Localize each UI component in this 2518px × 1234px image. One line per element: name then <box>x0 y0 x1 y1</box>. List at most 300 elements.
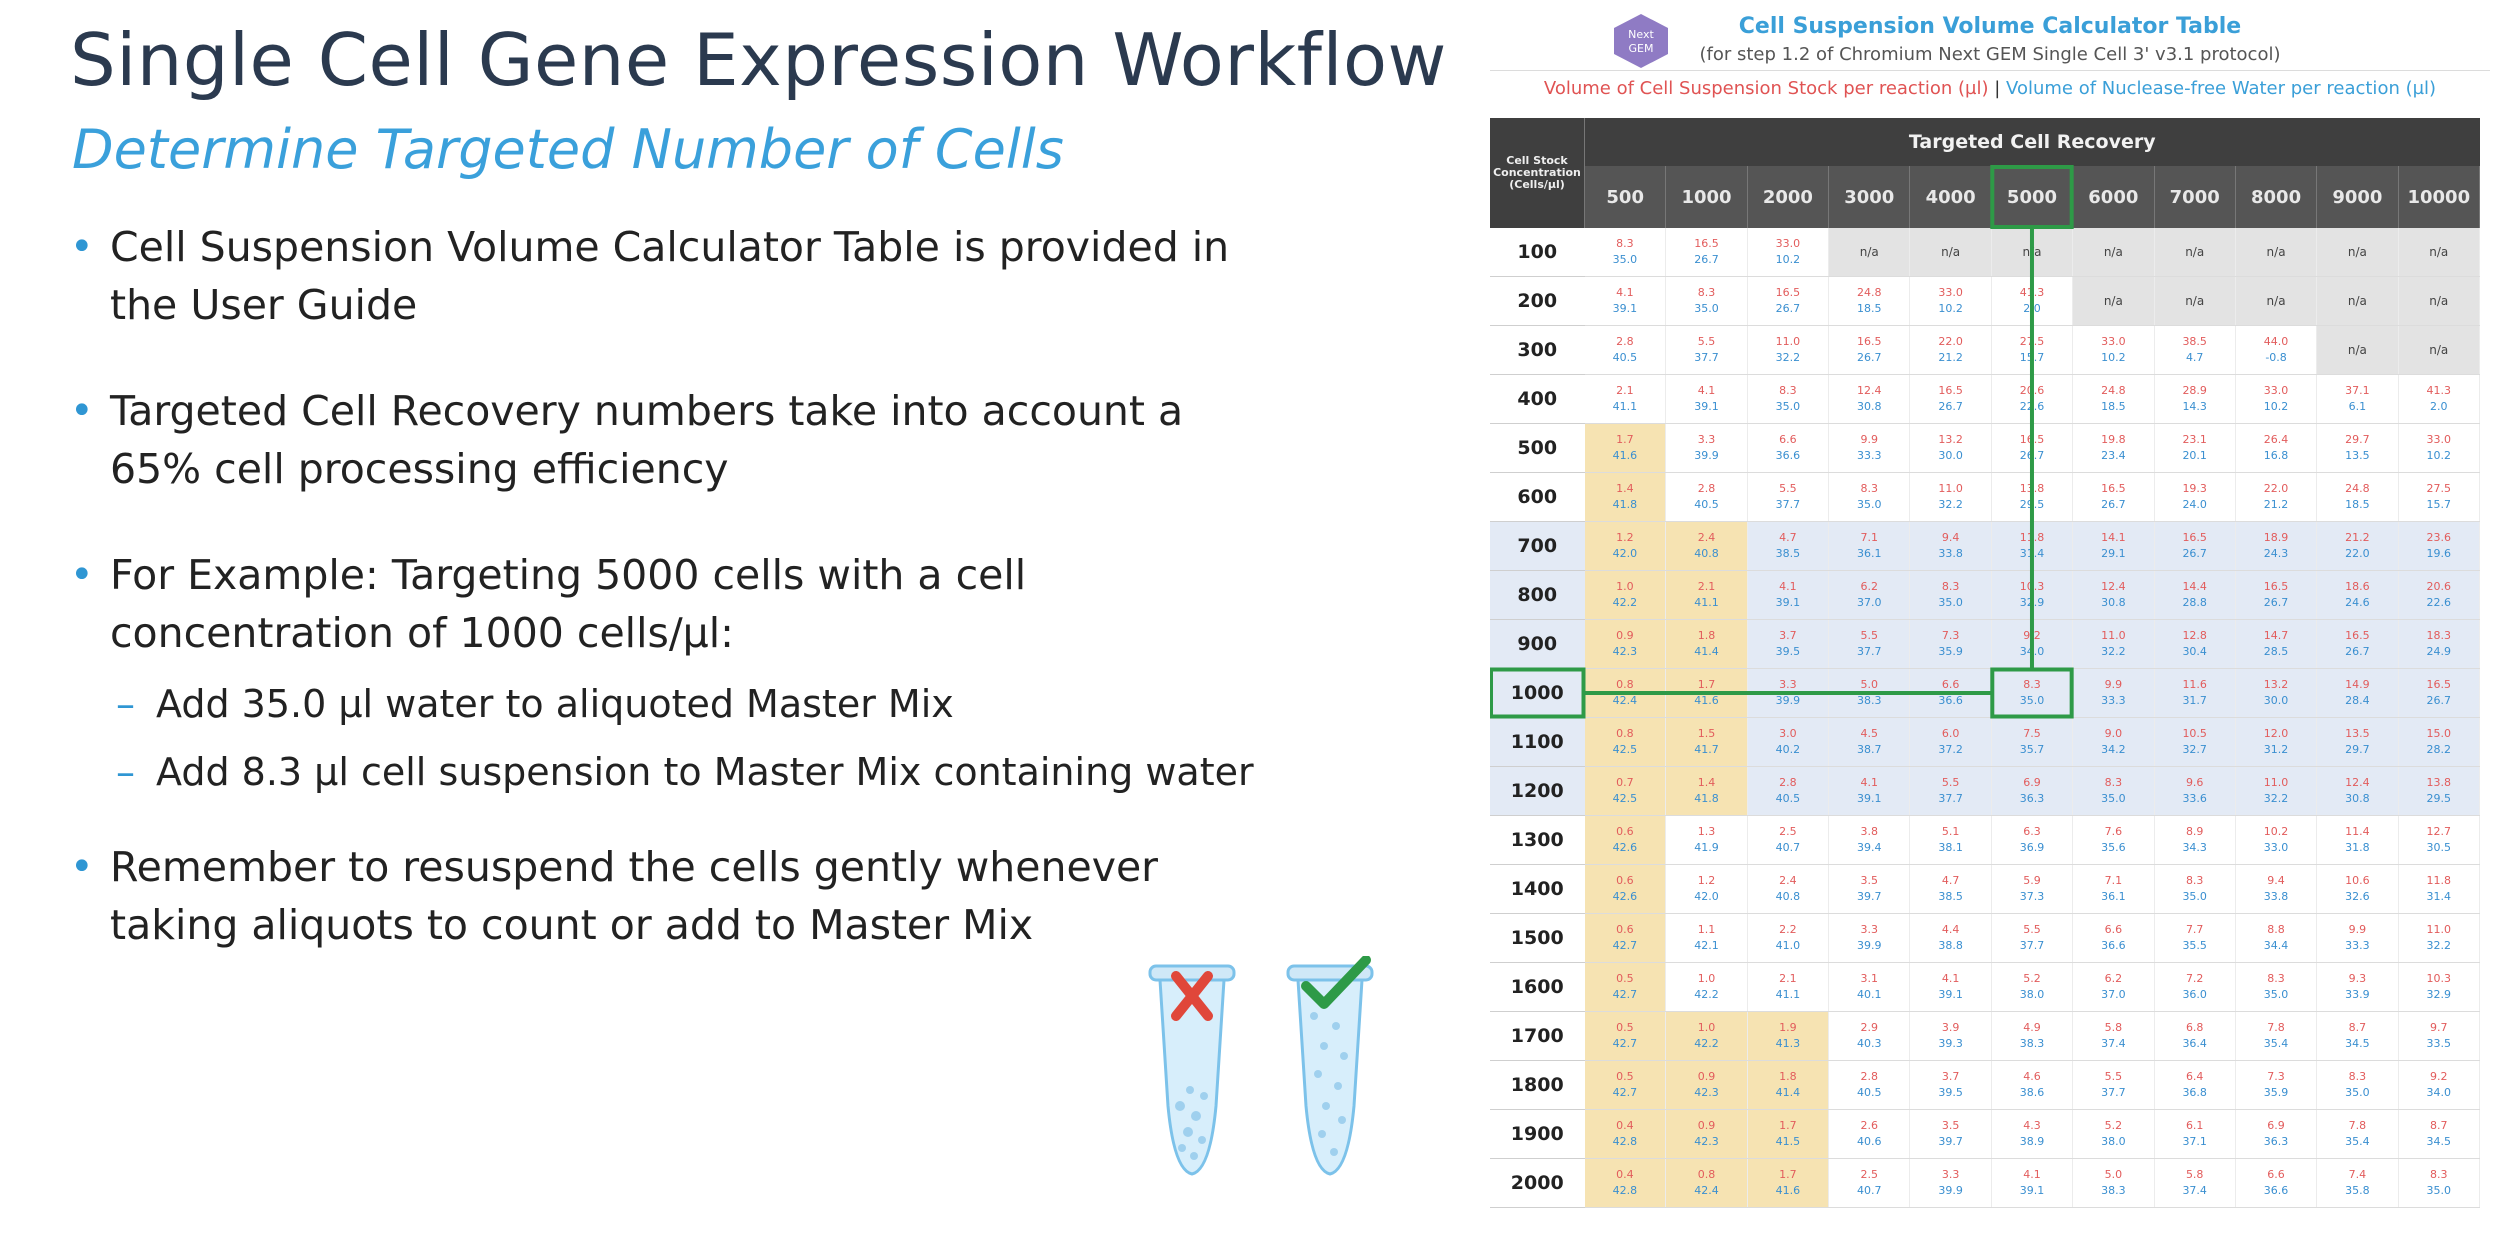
stock-volume-value: 12.8 <box>2182 629 2207 642</box>
stock-volume-value: 13.5 <box>2345 727 2370 740</box>
water-volume-value: 37.3 <box>2019 890 2045 903</box>
volume-cell <box>2317 718 2398 767</box>
stock-volume-value: 8.7 <box>2348 1021 2367 1034</box>
water-volume-value: 37.4 <box>2182 1184 2207 1197</box>
volume-cell <box>2317 1061 2398 1110</box>
water-volume-value: 33.3 <box>2101 694 2126 707</box>
water-volume-value: 41.3 <box>1775 1037 1801 1050</box>
stock-volume-value: 8.3 <box>2185 874 2204 887</box>
stock-volume-value: 0.5 <box>1616 972 1634 985</box>
stock-volume-value: 2.2 <box>1779 923 1797 936</box>
volume-cell <box>1747 277 1828 326</box>
water-volume-value: 42.0 <box>1612 547 1638 560</box>
volume-cell <box>2073 718 2154 767</box>
volume-cell <box>1585 865 1666 914</box>
water-volume-value: 39.1 <box>1857 792 1882 805</box>
volume-cell <box>1829 914 1910 963</box>
volume-cell <box>2073 1110 2154 1159</box>
water-volume-value: 35.4 <box>2263 1037 2289 1050</box>
volume-cell <box>2398 620 2479 669</box>
stock-volume-value: 16.5 <box>2019 433 2045 446</box>
stock-volume-value: 6.6 <box>1779 433 1797 446</box>
corner-header-line: (Cells/µl) <box>1509 178 1565 191</box>
water-volume-value: 21.2 <box>2263 498 2289 511</box>
stock-volume-value: 2.4 <box>1779 874 1797 887</box>
water-volume-value: 36.3 <box>2263 1135 2289 1148</box>
stock-volume-value: 13.8 <box>2019 482 2045 495</box>
volume-cell <box>1585 473 1666 522</box>
stock-volume-value: 18.3 <box>2426 629 2452 642</box>
volume-cell <box>1991 277 2072 326</box>
stock-volume-value: 4.1 <box>1941 972 1960 985</box>
volume-cell <box>1991 816 2072 865</box>
water-volume-value: 34.2 <box>2101 743 2126 756</box>
slide-title: Single Cell Gene Expression Workflow <box>70 18 1447 102</box>
stock-volume-value: 0.9 <box>1697 1119 1716 1132</box>
stock-volume-value: 3.7 <box>1779 629 1797 642</box>
tube-cross-icon <box>1146 956 1238 1180</box>
row-header-900: 900 <box>1490 620 1585 669</box>
stock-volume-value: 6.2 <box>1860 580 1878 593</box>
stock-volume-value: 9.9 <box>1860 433 1878 446</box>
stock-volume-value: 24.8 <box>1857 286 1882 299</box>
stock-volume-value: 9.4 <box>2267 874 2285 887</box>
stock-volume-value: 9.9 <box>2104 678 2123 691</box>
stock-volume-value: 15.0 <box>2426 727 2452 740</box>
row-header-2000: 2000 <box>1490 1159 1585 1208</box>
volume-cell <box>1991 1012 2072 1061</box>
row-header-600: 600 <box>1490 473 1585 522</box>
stock-volume-value: 5.9 <box>2023 874 2041 887</box>
stock-volume-value: 16.5 <box>1938 384 1963 397</box>
stock-volume-value: 11.0 <box>2426 923 2452 936</box>
volume-cell <box>2073 375 2154 424</box>
volume-cell <box>2154 718 2235 767</box>
volume-cell <box>2154 375 2235 424</box>
volume-cell <box>1910 620 1991 669</box>
stock-volume-value: 28.9 <box>2182 384 2207 397</box>
stock-volume-value: 4.1 <box>1616 286 1634 299</box>
water-volume-value: 39.3 <box>1938 1037 1963 1050</box>
row-header-1000: 1000 <box>1490 669 1585 718</box>
water-volume-value: 10.2 <box>2263 400 2289 413</box>
stock-volume-value: 14.9 <box>2345 678 2370 691</box>
na-cell: n/a <box>2398 277 2479 326</box>
volume-cell <box>1747 522 1828 571</box>
stock-volume-value: 6.6 <box>2267 1168 2285 1181</box>
volume-cell <box>1829 816 1910 865</box>
volume-cell <box>2235 1061 2316 1110</box>
volume-cell <box>1666 1159 1747 1208</box>
water-volume-value: 40.7 <box>1857 1184 1882 1197</box>
water-volume-value: 37.2 <box>1938 743 1963 756</box>
volume-cell <box>2154 1061 2235 1110</box>
water-volume-value: 26.7 <box>2426 694 2452 707</box>
volume-cell <box>2073 1159 2154 1208</box>
volume-cell <box>2398 571 2479 620</box>
stock-volume-value: 7.8 <box>2267 1021 2285 1034</box>
row-header-500: 500 <box>1490 424 1585 473</box>
water-volume-value: 42.3 <box>1612 645 1638 658</box>
volume-cell <box>1910 277 1991 326</box>
water-volume-value: 36.4 <box>2182 1037 2207 1050</box>
water-volume-value: 30.0 <box>1938 449 1963 462</box>
water-volume-value: 39.1 <box>1938 988 1963 1001</box>
stock-volume-value: 22.0 <box>2263 482 2289 495</box>
volume-cell <box>1585 1012 1666 1061</box>
water-volume-value: 33.6 <box>2182 792 2207 805</box>
volume-cell <box>2154 424 2235 473</box>
water-volume-value: 18.5 <box>2101 400 2126 413</box>
row-header-700: 700 <box>1490 522 1585 571</box>
column-header-4000: 4000 <box>1910 166 1991 228</box>
volume-cell <box>1910 571 1991 620</box>
stock-volume-value: 2.6 <box>1860 1119 1878 1132</box>
water-volume-value: 38.0 <box>2101 1135 2126 1148</box>
stock-volume-value: 7.1 <box>2104 874 2123 887</box>
volume-cell <box>1585 963 1666 1012</box>
volume-cell <box>2073 571 2154 620</box>
stock-volume-value: 5.5 <box>1697 335 1716 348</box>
stock-volume-value: 3.5 <box>1941 1119 1960 1132</box>
na-cell: n/a <box>2235 228 2316 277</box>
volume-cell <box>2154 473 2235 522</box>
column-header-9000: 9000 <box>2317 166 2398 228</box>
volume-cell <box>1747 718 1828 767</box>
volume-cell <box>2398 963 2479 1012</box>
stock-volume-value: 9.3 <box>2348 972 2367 985</box>
stock-volume-value: 9.6 <box>2185 776 2204 789</box>
stock-volume-value: 19.8 <box>2101 433 2126 446</box>
stock-volume-value: 0.8 <box>1697 1168 1716 1181</box>
stock-volume-value: 8.3 <box>1697 286 1716 299</box>
stock-volume-value: 10.6 <box>2345 874 2370 887</box>
volume-cell <box>2317 963 2398 1012</box>
volume-cell <box>2235 571 2316 620</box>
volume-cell <box>1829 1012 1910 1061</box>
water-volume-value: 19.6 <box>2426 547 2452 560</box>
stock-volume-value: 10.2 <box>2263 825 2289 838</box>
volume-cell <box>2317 1110 2398 1159</box>
water-volume-value: 34.4 <box>2263 939 2289 952</box>
water-volume-value: 35.9 <box>1938 645 1963 658</box>
water-volume-value: 32.7 <box>2182 743 2207 756</box>
volume-cell <box>2317 473 2398 522</box>
stock-volume-value: 1.4 <box>1616 482 1634 495</box>
stock-volume-value: 5.0 <box>2104 1168 2123 1181</box>
stock-volume-value: 21.2 <box>2345 531 2370 544</box>
water-volume-value: 35.0 <box>2101 792 2126 805</box>
stock-volume-value: 7.1 <box>1860 531 1878 544</box>
volume-cell <box>1910 473 1991 522</box>
water-volume-value: 42.7 <box>1612 1086 1638 1099</box>
water-volume-value: 32.2 <box>2426 939 2452 952</box>
water-volume-value: 39.4 <box>1857 841 1882 854</box>
volume-cell <box>1747 669 1828 718</box>
water-volume-value: 41.1 <box>1694 596 1719 609</box>
water-volume-value: 41.4 <box>1694 645 1719 658</box>
volume-cell <box>1829 620 1910 669</box>
volume-cell <box>1910 1110 1991 1159</box>
stock-volume-value: 8.3 <box>2348 1070 2367 1083</box>
water-volume-value: 42.3 <box>1694 1086 1719 1099</box>
stock-volume-value: 16.5 <box>2263 580 2289 593</box>
volume-cell <box>2317 767 2398 816</box>
stock-volume-value: 8.3 <box>1779 384 1797 397</box>
stock-volume-value: 4.1 <box>1860 776 1878 789</box>
dash-icon: – <box>116 682 135 726</box>
volume-cell <box>1585 522 1666 571</box>
stock-volume-value: 1.7 <box>1616 433 1634 446</box>
stock-volume-value: 7.8 <box>2348 1119 2367 1132</box>
sub-bullet-water <box>70 678 1390 730</box>
water-volume-value: 42.3 <box>1694 1135 1719 1148</box>
water-volume-value: 32.6 <box>2345 890 2370 903</box>
stock-volume-value: 8.3 <box>1860 482 1878 495</box>
water-volume-value: 36.6 <box>1775 449 1801 462</box>
water-volume-value: 30.0 <box>2263 694 2289 707</box>
water-volume-value: 33.8 <box>1938 547 1963 560</box>
volume-cell <box>1910 767 1991 816</box>
water-volume-value: 41.6 <box>1775 1184 1801 1197</box>
stock-volume-value: 11.0 <box>2101 629 2126 642</box>
column-header-5000: 5000 <box>1991 166 2072 228</box>
volume-cell <box>2398 865 2479 914</box>
bullet-recovery-efficiency <box>70 382 1390 498</box>
row-header-1900: 1900 <box>1490 1110 1585 1159</box>
stock-volume-value: 4.1 <box>1697 384 1716 397</box>
water-volume-value: 42.2 <box>1694 1037 1719 1050</box>
volume-cell <box>1991 571 2072 620</box>
water-volume-value: 42.8 <box>1612 1135 1638 1148</box>
water-volume-value: 32.2 <box>2101 645 2126 658</box>
volume-cell <box>1585 914 1666 963</box>
volume-cell <box>1585 424 1666 473</box>
volume-cell <box>1910 914 1991 963</box>
stock-volume-value: 24.8 <box>2101 384 2126 397</box>
na-cell: n/a <box>2317 326 2398 375</box>
stock-volume-value: 24.8 <box>2345 482 2370 495</box>
water-volume-value: 37.1 <box>2182 1135 2207 1148</box>
corner-header-line: Cell Stock <box>1506 154 1568 167</box>
row-header-100: 100 <box>1490 228 1585 277</box>
water-volume-value: 41.1 <box>1612 400 1638 413</box>
volume-cell <box>1666 914 1747 963</box>
stock-volume-value: 14.4 <box>2182 580 2207 593</box>
volume-cell <box>1910 1159 1991 1208</box>
water-volume-value: 35.7 <box>2019 743 2045 756</box>
stock-volume-value: 3.1 <box>1860 972 1878 985</box>
volume-cell <box>1666 473 1747 522</box>
water-volume-value: 39.9 <box>1694 449 1719 462</box>
water-volume-value: 29.7 <box>2345 743 2370 756</box>
stock-volume-value: 37.1 <box>2345 384 2370 397</box>
na-cell: n/a <box>2073 228 2154 277</box>
water-volume-value: 40.5 <box>1612 351 1638 364</box>
table-row <box>1490 228 2480 277</box>
water-volume-value: 10.2 <box>1775 253 1801 266</box>
stock-volume-value: 3.3 <box>1860 923 1878 936</box>
volume-cell <box>1991 473 2072 522</box>
water-volume-value: 41.5 <box>1775 1135 1801 1148</box>
water-volume-value: 26.7 <box>2019 449 2045 462</box>
water-volume-value: 21.2 <box>1938 351 1963 364</box>
water-volume-value: 40.6 <box>1857 1135 1882 1148</box>
water-volume-value: 36.3 <box>2019 792 2045 805</box>
stock-volume-value: 8.7 <box>2430 1119 2448 1132</box>
stock-volume-value: 9.9 <box>2348 923 2367 936</box>
water-volume-value: 30.4 <box>2182 645 2207 658</box>
volume-cell <box>1747 1012 1828 1061</box>
volume-cell <box>1747 424 1828 473</box>
table-row <box>1490 1110 2480 1159</box>
table-row <box>1490 473 2480 522</box>
stock-volume-value: 5.8 <box>2104 1021 2123 1034</box>
volume-cell <box>2317 865 2398 914</box>
water-volume-value: 39.1 <box>1612 302 1638 315</box>
stock-volume-value: 1.7 <box>1779 1119 1797 1132</box>
stock-volume-value: 3.3 <box>1941 1168 1960 1181</box>
water-volume-value: 32.9 <box>2426 988 2452 1001</box>
stock-volume-value: 0.7 <box>1616 776 1634 789</box>
stock-volume-value: 22.0 <box>1938 335 1963 348</box>
stock-volume-value: 10.5 <box>2182 727 2207 740</box>
volume-cell <box>2235 522 2316 571</box>
stock-volume-value: 16.5 <box>2426 678 2452 691</box>
na-cell: n/a <box>2235 277 2316 326</box>
water-volume-value: 30.8 <box>2101 596 2126 609</box>
stock-volume-value: 11.0 <box>2263 776 2289 789</box>
volume-cell <box>1747 1061 1828 1110</box>
stock-volume-value: 18.6 <box>2345 580 2370 593</box>
volume-cell <box>1666 767 1747 816</box>
stock-volume-value: 0.8 <box>1616 678 1634 691</box>
column-header-6000: 6000 <box>2073 166 2154 228</box>
volume-cell <box>1585 1159 1666 1208</box>
bullet-text-line: For Example: Targeting 5000 cells with a cell <box>110 551 1027 599</box>
water-volume-value: 31.4 <box>2019 547 2045 560</box>
column-header-500: 500 <box>1585 166 1666 228</box>
water-volume-value: 38.5 <box>1938 890 1963 903</box>
stock-volume-value: 38.5 <box>2182 335 2207 348</box>
water-volume-value: 39.9 <box>1775 694 1801 707</box>
water-volume-value: 42.1 <box>1694 939 1719 952</box>
water-volume-value: 39.1 <box>1775 596 1801 609</box>
bullet-resuspend <box>70 838 1390 954</box>
stock-volume-value: 4.5 <box>1860 727 1878 740</box>
water-volume-value: 42.7 <box>1612 939 1638 952</box>
bullet-dot-icon: • <box>70 552 94 598</box>
volume-cell <box>1666 375 1747 424</box>
volume-cell <box>1747 326 1828 375</box>
volume-cell <box>1747 865 1828 914</box>
bullet-dot-icon: • <box>70 388 94 434</box>
stock-volume-value: 6.1 <box>2185 1119 2204 1132</box>
water-volume-value: 39.1 <box>1694 400 1719 413</box>
stock-volume-value: 9.2 <box>2023 629 2041 642</box>
stock-volume-value: 9.0 <box>2104 727 2123 740</box>
volume-cell <box>2073 1061 2154 1110</box>
volume-cell <box>1747 473 1828 522</box>
water-volume-value: 35.0 <box>1857 498 1882 511</box>
water-volume-value: 40.2 <box>1775 743 1801 756</box>
water-volume-value: 41.8 <box>1612 498 1638 511</box>
stock-volume-value: 5.5 <box>1779 482 1797 495</box>
water-volume-value: 34.0 <box>2426 1086 2452 1099</box>
water-volume-value: 35.8 <box>2345 1184 2370 1197</box>
column-header-3000: 3000 <box>1829 166 1910 228</box>
water-volume-value: 32.2 <box>1938 498 1963 511</box>
na-cell: n/a <box>2317 228 2398 277</box>
water-volume-value: 10.2 <box>2101 351 2126 364</box>
stock-volume-value: 27.5 <box>2019 335 2045 348</box>
water-volume-value: 24.9 <box>2426 645 2452 658</box>
stock-volume-value: 33.0 <box>1775 237 1801 250</box>
volume-cell <box>1991 767 2072 816</box>
volume-cell <box>2154 767 2235 816</box>
water-volume-value: 38.5 <box>1775 547 1801 560</box>
water-volume-value: 26.7 <box>1857 351 1882 364</box>
volume-cell <box>2235 375 2316 424</box>
water-volume-value: 4.7 <box>2185 351 2204 364</box>
stock-volume-value: 5.2 <box>2023 972 2041 985</box>
water-volume-value: 42.6 <box>1612 890 1638 903</box>
stock-volume-value: 3.9 <box>1941 1021 1960 1034</box>
water-volume-value: 40.1 <box>1857 988 1882 1001</box>
water-volume-value: 33.5 <box>2426 1037 2452 1050</box>
row-header-1200: 1200 <box>1490 767 1585 816</box>
stock-volume-value: 6.9 <box>2267 1119 2285 1132</box>
volume-cell <box>2154 1110 2235 1159</box>
water-volume-value: 35.0 <box>2263 988 2289 1001</box>
water-volume-value: 38.3 <box>2019 1037 2045 1050</box>
column-header-1000: 1000 <box>1666 166 1747 228</box>
volume-cell <box>1829 1159 1910 1208</box>
water-volume-value: 38.3 <box>1857 694 1882 707</box>
water-volume-value: 39.9 <box>1857 939 1882 952</box>
water-volume-value: 38.8 <box>1938 939 1963 952</box>
water-volume-value: 33.3 <box>2345 939 2370 952</box>
volume-cell <box>1666 718 1747 767</box>
stock-volume-value: 0.6 <box>1616 923 1634 936</box>
table-row <box>1490 914 2480 963</box>
volume-cell <box>2398 473 2479 522</box>
volume-cell <box>2398 914 2479 963</box>
column-header-8000: 8000 <box>2235 166 2316 228</box>
row-header-1800: 1800 <box>1490 1061 1585 1110</box>
volume-cell <box>1585 326 1666 375</box>
volume-cell <box>2398 718 2479 767</box>
volume-cell <box>1829 571 1910 620</box>
stock-volume-value: 3.3 <box>1779 678 1797 691</box>
water-volume-value: 38.1 <box>1938 841 1963 854</box>
water-volume-value: 37.7 <box>1775 498 1801 511</box>
na-cell: n/a <box>2398 228 2479 277</box>
volume-cell <box>2154 963 2235 1012</box>
volume-cell <box>2154 620 2235 669</box>
volume-cell <box>2154 816 2235 865</box>
volume-cell <box>2317 816 2398 865</box>
stock-volume-value: 8.8 <box>2267 923 2285 936</box>
water-volume-value: 31.2 <box>2263 743 2289 756</box>
volume-cell <box>1747 571 1828 620</box>
stock-volume-value: 6.6 <box>2104 923 2123 936</box>
water-volume-value: 40.7 <box>1775 841 1801 854</box>
row-header-1400: 1400 <box>1490 865 1585 914</box>
stock-volume-value: 2.8 <box>1616 335 1634 348</box>
stock-volume-value: 8.3 <box>2023 678 2041 691</box>
stock-volume-value: 16.5 <box>1694 237 1719 250</box>
